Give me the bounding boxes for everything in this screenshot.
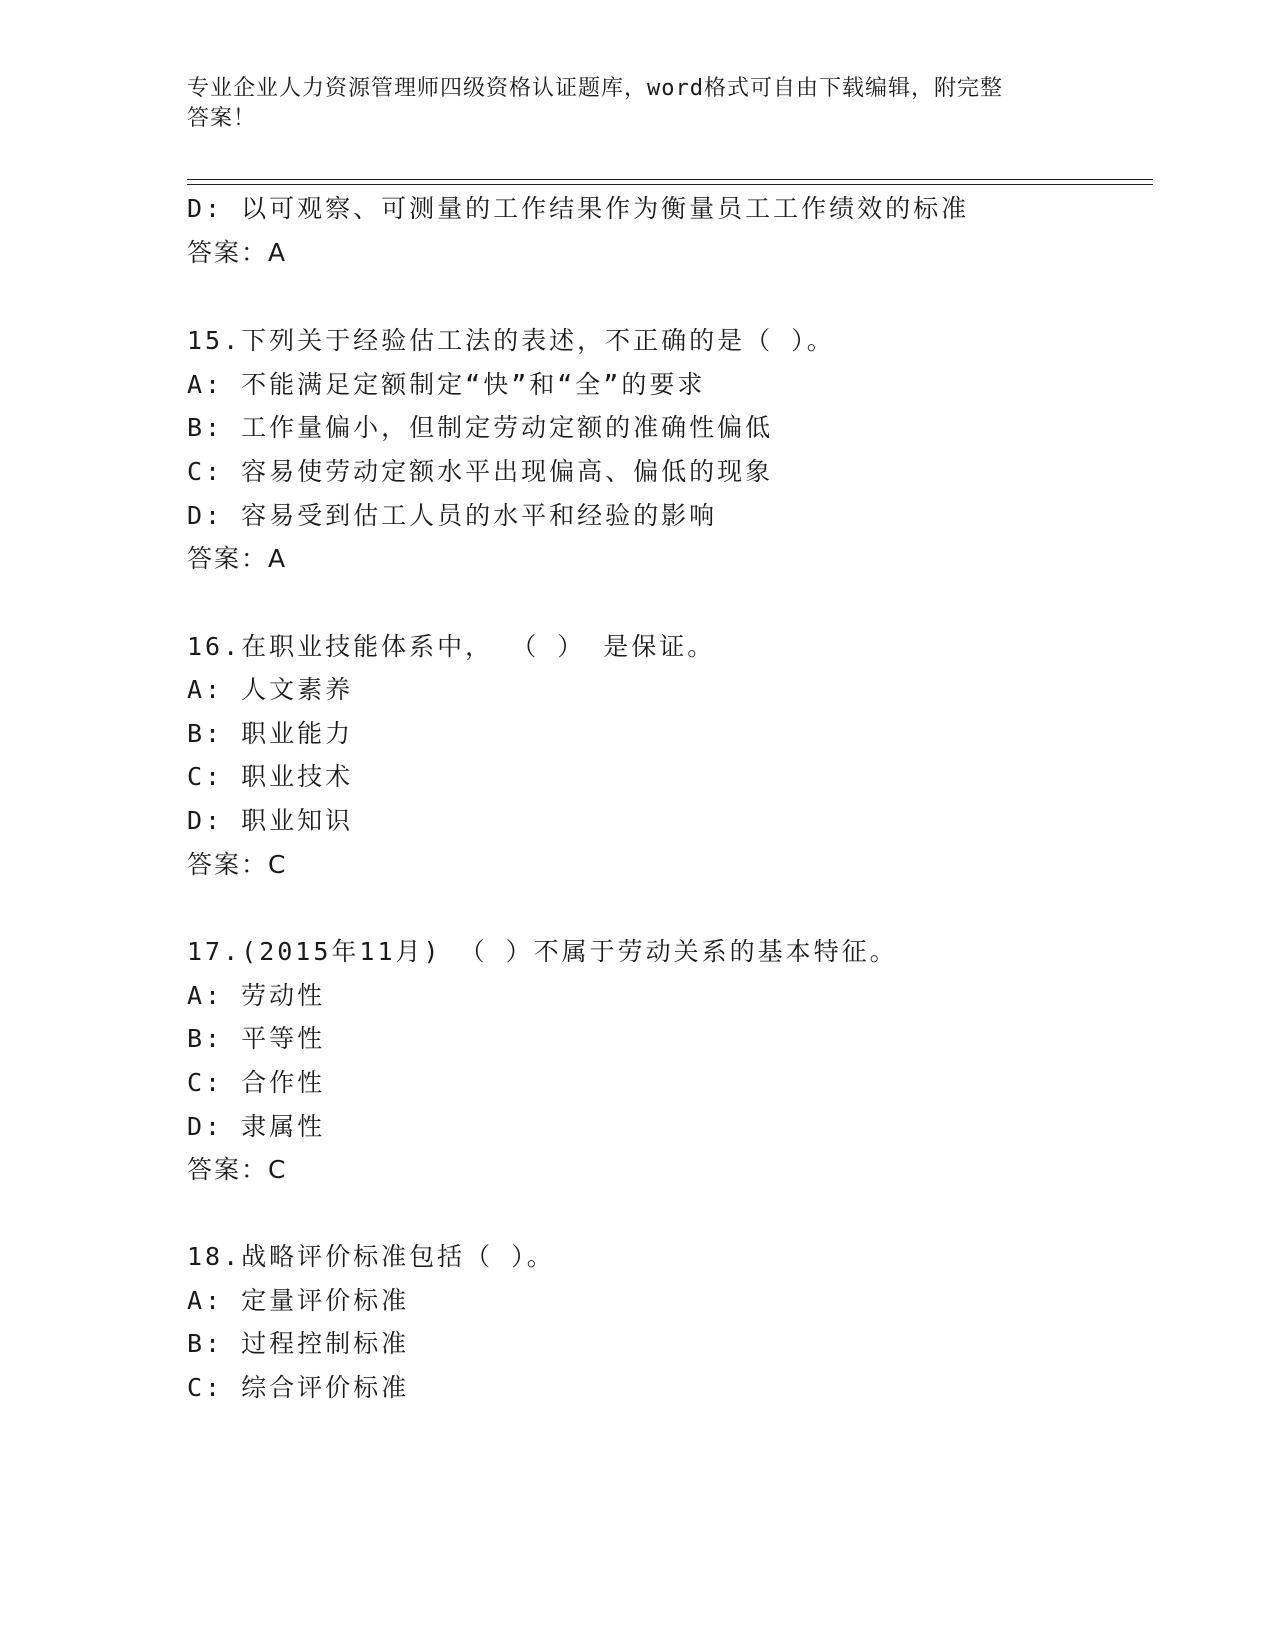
question-15-option-a: A: 不能满足定额制定“快”和“全”的要求: [187, 370, 706, 399]
question-17-option-b: B: 平等性: [187, 1024, 326, 1053]
prev-answer: 答案：A: [187, 238, 288, 267]
question-17-option-c: C: 合作性: [187, 1068, 326, 1097]
question-15-stem: 15.下列关于经验估工法的表述，不正确的是（ ）。: [187, 326, 835, 355]
header-rule-bottom: [187, 184, 1153, 185]
question-15-option-d: D: 容易受到估工人员的水平和经验的影响: [187, 501, 718, 530]
document-header: [187, 74, 1067, 134]
prev-option-d: D: 以可观察、可测量的工作结果作为衡量员工工作绩效的标准: [187, 194, 970, 223]
question-17-option-d: D: 隶属性: [187, 1112, 326, 1141]
question-16-answer: 答案：C: [187, 850, 288, 879]
question-17-stem: 17.(2015年11月) （ ）不属于劳动关系的基本特征。: [187, 937, 898, 966]
header-line-2: 答案！: [187, 106, 257, 131]
header-line-1: 专业企业人力资源管理师四级资格认证题库，word格式可自由下载编辑，附完整: [187, 76, 1003, 101]
question-17-answer: 答案：C: [187, 1155, 288, 1184]
question-17-option-a: A: 劳动性: [187, 981, 326, 1010]
question-18-option-a: A: 定量评价标准: [187, 1286, 410, 1315]
question-15-option-b: B: 工作量偏小，但制定劳动定额的准确性偏低: [187, 413, 774, 442]
question-15-option-c: C: 容易使劳动定额水平出现偏高、偏低的现象: [187, 457, 774, 486]
question-18-stem: 18.战略评价标准包括（ ）。: [187, 1242, 555, 1271]
question-16-option-a: A: 人文素养: [187, 675, 354, 704]
question-16-option-b: B: 职业能力: [187, 719, 354, 748]
question-16-option-d: D: 职业知识: [187, 806, 354, 835]
question-18-option-c: C: 综合评价标准: [187, 1373, 410, 1402]
question-16-option-c: C: 职业技术: [187, 762, 354, 791]
question-15-answer: 答案：A: [187, 544, 288, 573]
question-18-option-b: B: 过程控制标准: [187, 1329, 410, 1358]
header-rule-top: [187, 179, 1153, 180]
question-16-stem: 16.在职业技能体系中， （ ） 是保证。: [187, 632, 716, 661]
